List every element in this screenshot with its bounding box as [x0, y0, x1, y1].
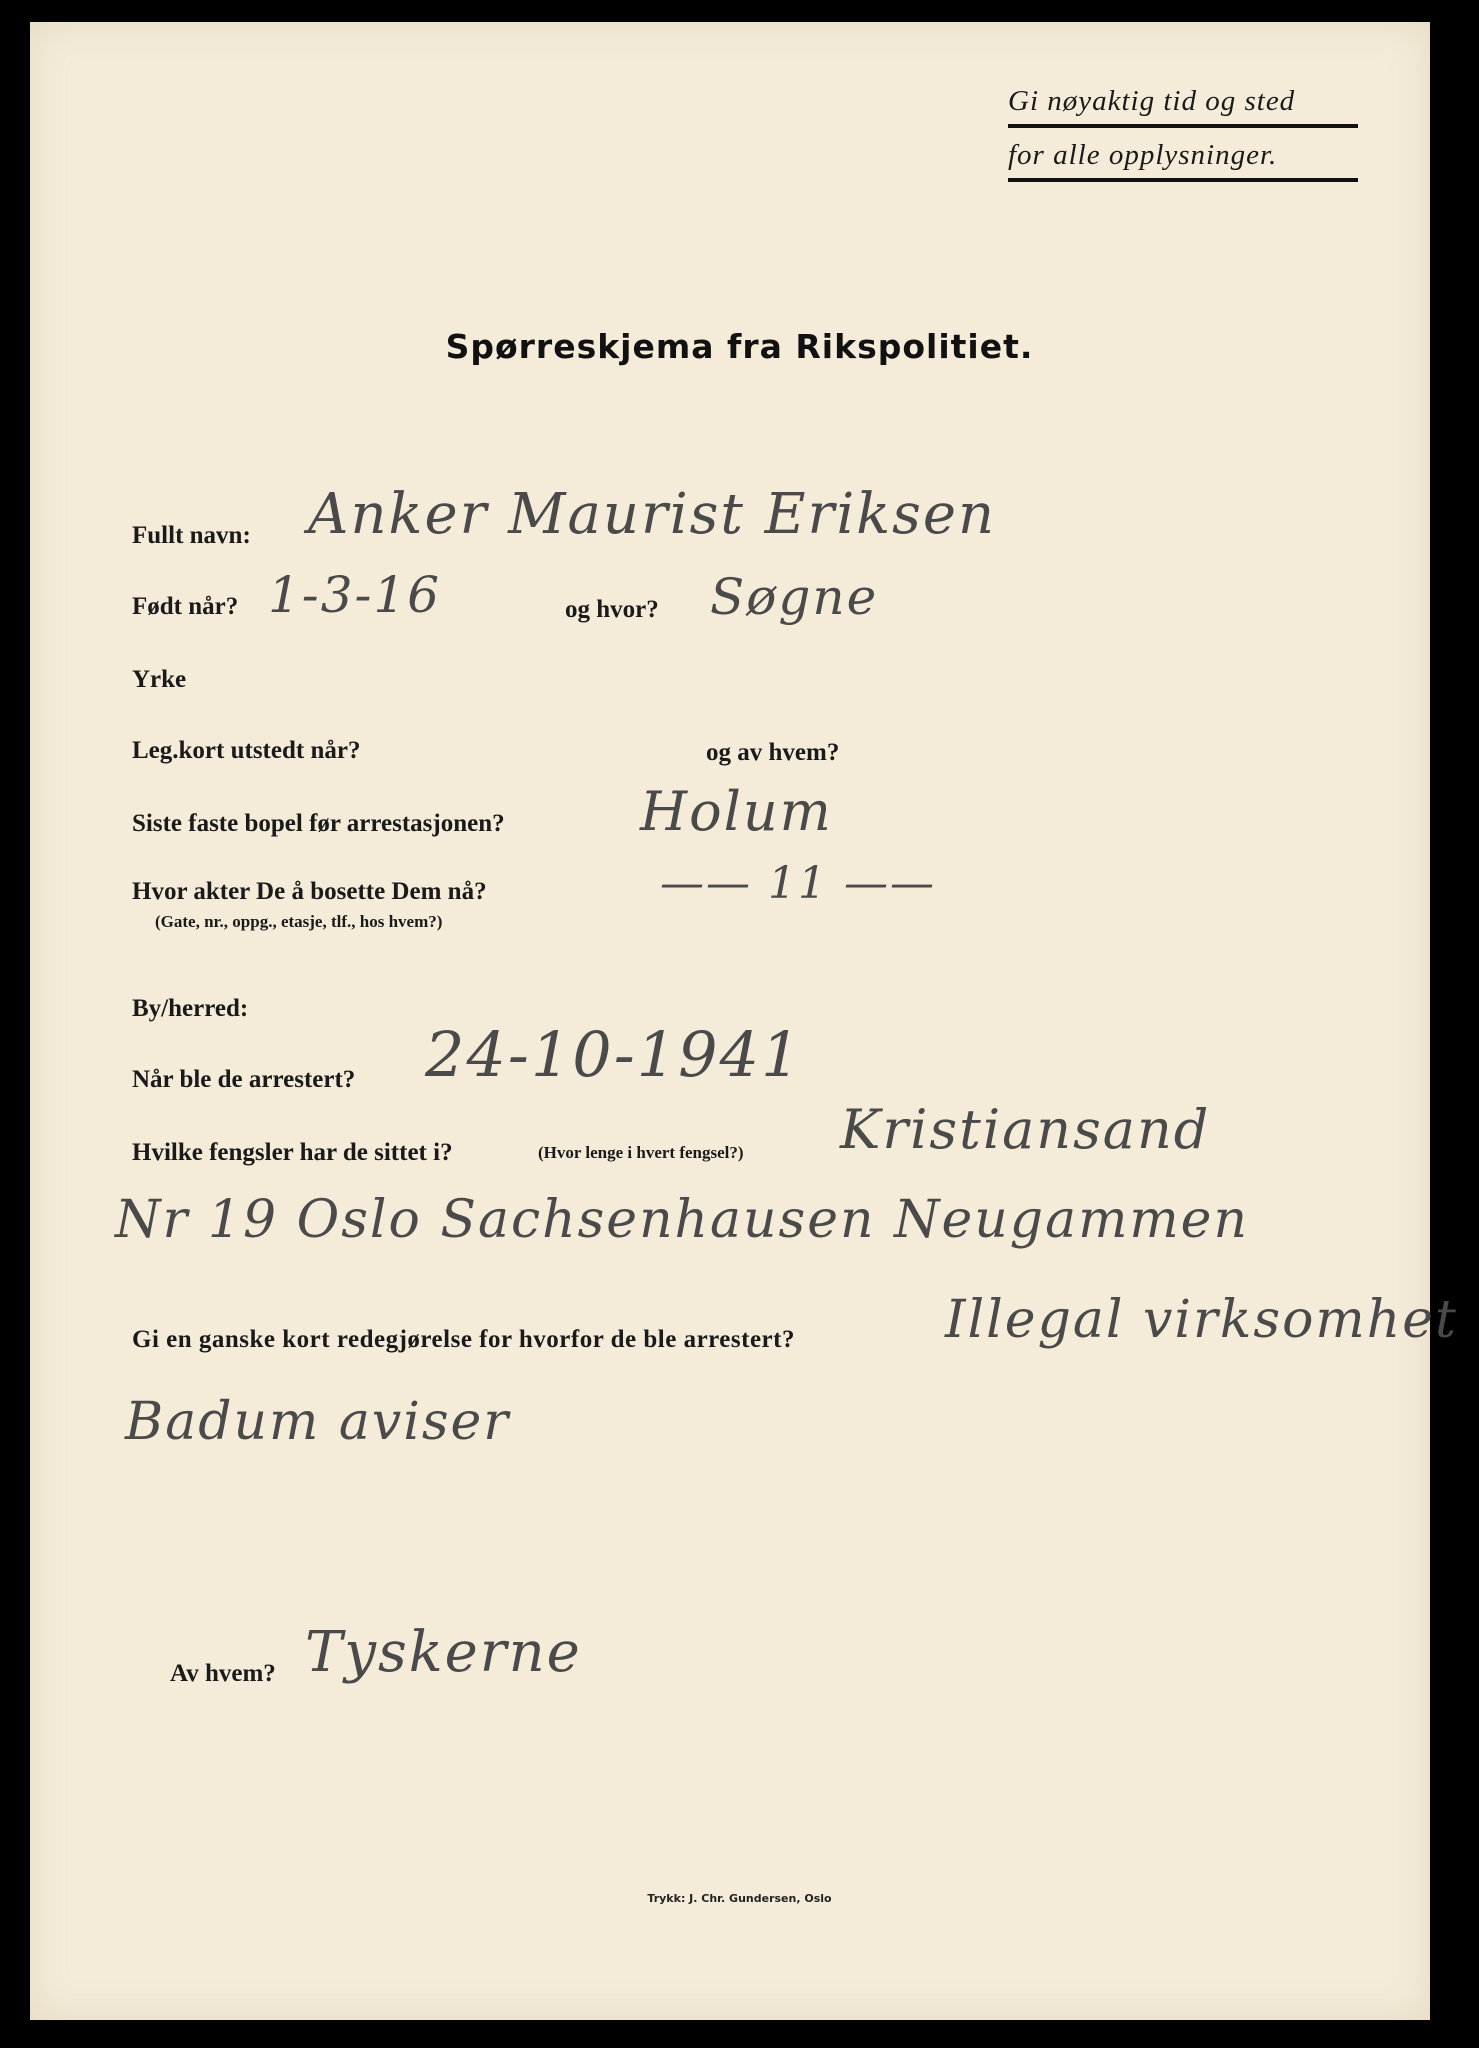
future-address-label: Hvor akter De å bosette Dem nå?	[132, 878, 487, 905]
instruction-box	[1008, 78, 1358, 186]
instruction-line-1: Gi nøyaktig tid og sted	[1008, 85, 1296, 117]
prisons-label: Hvilke fengsler har de sittet i?	[132, 1139, 453, 1166]
arrest-date-value: 24-10-1941	[425, 1018, 803, 1091]
arrest-date-label: Når ble de arrestert?	[132, 1066, 356, 1093]
prisons-value-line-1: Kristiansand	[840, 1098, 1211, 1161]
occupation-label: Yrke	[132, 666, 187, 693]
arrested-by-label: Av hvem?	[170, 1660, 276, 1687]
full-name-label: Fullt navn:	[132, 522, 251, 549]
reason-value-line-2: Badum aviser	[125, 1392, 511, 1452]
prisons-value-line-2: Nr 19 Oslo Sachsenhausen Neugammen	[115, 1190, 1249, 1250]
born-when-label: Født når?	[132, 593, 239, 620]
form-title: Spørreskjema fra Rikspolitiet.	[445, 327, 1034, 366]
printer-credit: Trykk: J. Chr. Gundersen, Oslo	[647, 1892, 832, 1905]
last-address-label: Siste faste bopel før arrestasjonen?	[132, 810, 505, 837]
full-name-value: Anker Maurist Eriksen	[308, 482, 997, 547]
id-card-when-label: Leg.kort utstedt når?	[132, 737, 361, 764]
last-address-value: Holum	[640, 780, 833, 843]
reason-value-line-1: Illegal virksomhet	[945, 1290, 1458, 1350]
future-address-sublabel: (Gate, nr., oppg., etasje, tlf., hos hvem?)	[155, 912, 443, 931]
born-when-value: 1-3-16	[268, 566, 442, 624]
future-address-value: —— 11 ——	[660, 858, 936, 909]
prisons-sublabel: (Hvor lenge i hvert fengsel?)	[538, 1143, 744, 1162]
id-card-by-label: og av hvem?	[706, 739, 840, 766]
born-where-label: og hvor?	[565, 596, 659, 623]
municipality-label: By/herred:	[132, 995, 249, 1022]
instruction-line-2: for alle opplysninger.	[1008, 139, 1278, 171]
born-where-value: Søgne	[710, 568, 879, 626]
instruction-rule	[1008, 178, 1358, 182]
arrested-by-value: Tyskerne	[305, 1620, 582, 1685]
reason-label: Gi en ganske kort redegjørelse for hvorfor de ble arrestert?	[132, 1326, 795, 1353]
instruction-rule	[1008, 124, 1358, 128]
